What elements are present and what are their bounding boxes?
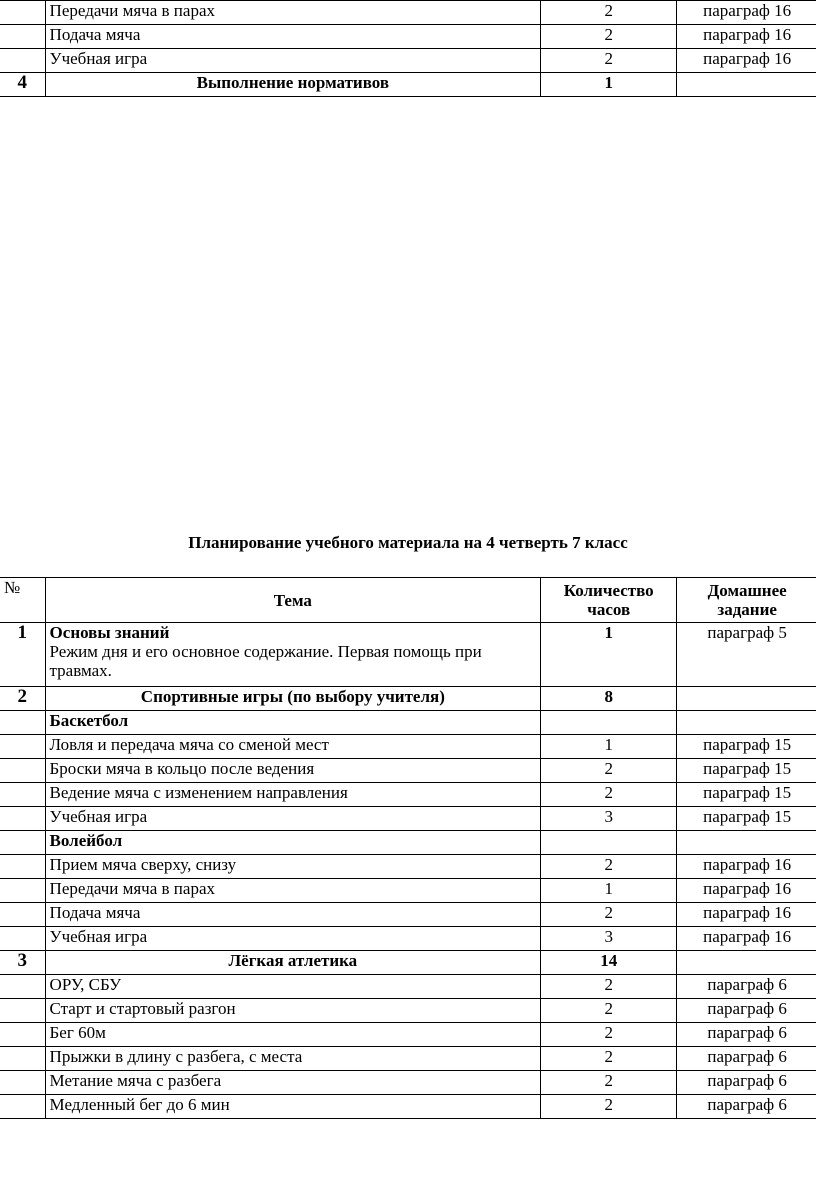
row-hours: 2 [541,1071,677,1095]
table-row [0,879,816,903]
row-topic: Метание мяча с разбега [45,1071,541,1095]
table-row [0,687,816,711]
row-hours [541,711,677,735]
row-topic: Баскетбол [45,711,541,735]
row-number [0,735,45,759]
table-row [0,927,816,951]
row-number [0,1071,45,1095]
row-hours: 1 [541,73,677,97]
row-homework: параграф 16 [677,49,816,73]
row-number: 3 [0,951,45,975]
table-row [0,783,816,807]
row-hours: 3 [541,927,677,951]
row-homework: параграф 16 [677,879,816,903]
topic-heading: Основы знаний [49,623,170,642]
planning-table [0,577,816,1119]
row-topic: Подача мяча [45,25,541,49]
row-hours: 14 [541,951,677,975]
row-topic: Передачи мяча в парах [45,879,541,903]
row-homework: параграф 16 [677,25,816,49]
row-homework: параграф 16 [677,927,816,951]
row-homework: параграф 6 [677,1047,816,1071]
row-homework: параграф 15 [677,807,816,831]
row-hours: 2 [541,49,677,73]
row-hours: 2 [541,1023,677,1047]
row-homework: параграф 5 [677,623,816,687]
row-number [0,927,45,951]
row-number [0,783,45,807]
row-topic: Учебная игра [45,927,541,951]
row-hours: 2 [541,783,677,807]
row-hours: 2 [541,1047,677,1071]
row-topic: Волейбол [45,831,541,855]
row-number [0,903,45,927]
row-topic: Бег 60м [45,1023,541,1047]
row-topic: Подача мяча [45,903,541,927]
row-hours [541,831,677,855]
row-number [0,879,45,903]
row-topic: Спортивные игры (по выбору учителя) [45,687,541,711]
row-number [0,711,45,735]
row-topic: ОРУ, СБУ [45,975,541,999]
row-number [0,1047,45,1071]
row-number: 2 [0,687,45,711]
row-hours: 3 [541,807,677,831]
header-number: № [0,578,45,623]
row-number [0,855,45,879]
row-topic: Броски мяча в кольцо после ведения [45,759,541,783]
page-title: Планирование учебного материала на 4 четверть 7 класс [188,533,628,552]
table-row [0,903,816,927]
row-topic: Учебная игра [45,807,541,831]
table-row [0,1047,816,1071]
table-row [0,1095,816,1119]
table-row [0,711,816,735]
row-homework: параграф 16 [677,855,816,879]
row-hours: 2 [541,1,677,25]
row-topic: Передачи мяча в парах [45,1,541,25]
row-homework [677,711,816,735]
table-row [0,951,816,975]
table-row [0,1,816,25]
header-topic: Тема [45,578,541,623]
row-homework [677,951,816,975]
row-topic: Ведение мяча с изменением направления [45,783,541,807]
row-hours: 2 [541,855,677,879]
table-row [0,999,816,1023]
row-number [0,999,45,1023]
row-topic: Лёгкая атлетика [45,951,541,975]
table-row [0,25,816,49]
table-row [0,1023,816,1047]
row-hours: 1 [541,879,677,903]
row-homework: параграф 16 [677,903,816,927]
header-homework: Домашнее задание [677,578,816,623]
table-row [0,73,816,97]
row-homework: параграф 16 [677,1,816,25]
row-homework: параграф 6 [677,1071,816,1095]
row-homework: параграф 15 [677,735,816,759]
row-number [0,49,45,73]
table-row [0,855,816,879]
row-number: 4 [0,73,45,97]
row-hours: 2 [541,975,677,999]
row-homework: параграф 6 [677,975,816,999]
row-hours: 2 [541,25,677,49]
row-number [0,1095,45,1119]
row-number [0,25,45,49]
row-number [0,975,45,999]
row-homework: параграф 15 [677,783,816,807]
row-topic: Выполнение нормативов [45,73,541,97]
table-row [0,975,816,999]
table-row [0,807,816,831]
row-hours: 2 [541,903,677,927]
row-hours: 2 [541,999,677,1023]
row-homework: параграф 15 [677,759,816,783]
row-number [0,1023,45,1047]
row-hours: 2 [541,1095,677,1119]
table-header-row [0,578,816,623]
table-row [0,623,816,687]
row-topic [45,623,541,687]
row-topic: Прием мяча сверху, снизу [45,855,541,879]
row-hours: 8 [541,687,677,711]
table-row [0,759,816,783]
table-row [0,735,816,759]
table-row [0,831,816,855]
table-row [0,49,816,73]
row-topic: Ловля и передача мяча со сменой мест [45,735,541,759]
row-homework [677,831,816,855]
header-hours: Количество часов [541,578,677,623]
row-homework [677,687,816,711]
row-hours: 1 [541,623,677,687]
row-hours: 1 [541,735,677,759]
row-topic: Старт и стартовый разгон [45,999,541,1023]
row-hours: 2 [541,759,677,783]
row-number [0,831,45,855]
row-number: 1 [0,623,45,687]
row-topic: Учебная игра [45,49,541,73]
top-table-fragment [0,0,816,97]
row-homework: параграф 6 [677,1095,816,1119]
row-number [0,759,45,783]
row-homework: параграф 6 [677,999,816,1023]
row-homework [677,73,816,97]
table-row [0,1071,816,1095]
row-topic: Прыжки в длину с разбега, с места [45,1047,541,1071]
row-topic: Медленный бег до 6 мин [45,1095,541,1119]
row-number [0,807,45,831]
row-homework: параграф 6 [677,1023,816,1047]
topic-description: Режим дня и его основное содержание. Первая помощь при травмах. [49,642,482,680]
row-number [0,1,45,25]
